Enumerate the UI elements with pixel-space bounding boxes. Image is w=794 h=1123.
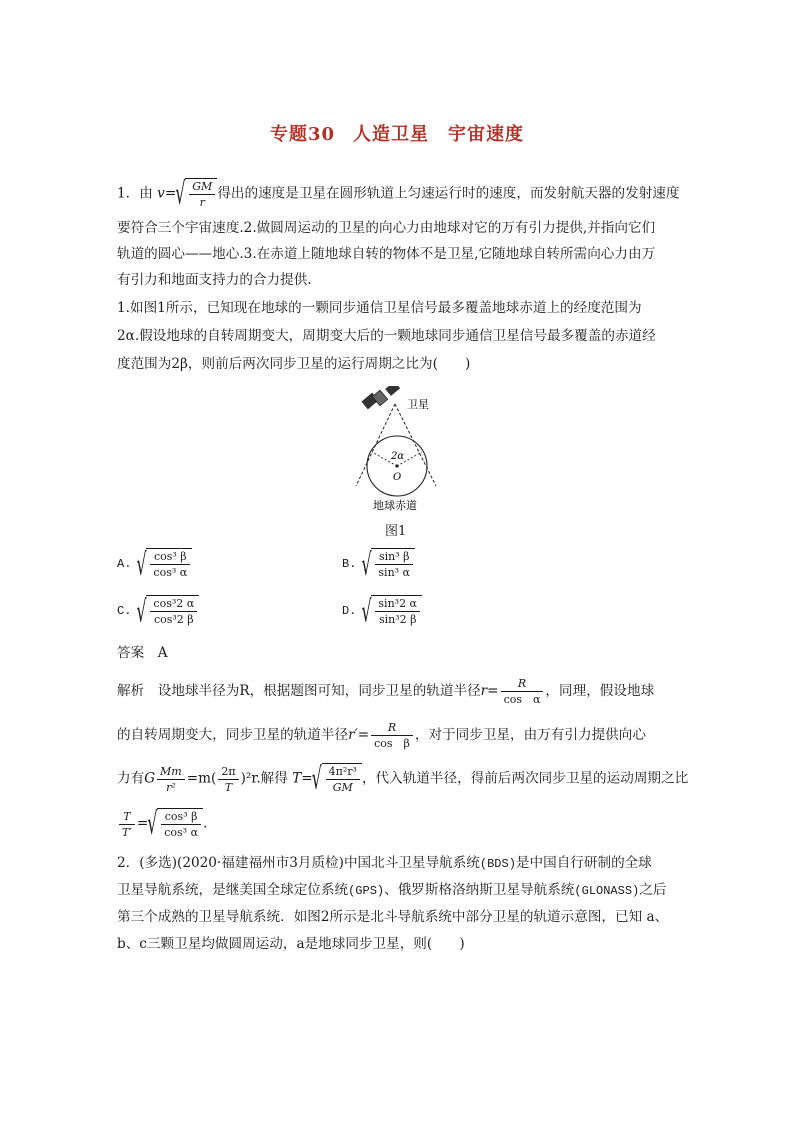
analysis-r-prime-numerator: R [371, 720, 413, 736]
figure-1 [335, 386, 465, 520]
analysis-T-denominator: GM [332, 781, 353, 794]
analysis-omega-fraction [218, 764, 238, 795]
analysis-gravity-numerator: Mm [157, 764, 185, 780]
intro-line-1 [117, 178, 680, 210]
q2-line-4: b、c三颗卫星均做圆周运动，a是地球同步卫星，则( ) [117, 936, 465, 952]
option-b-label: B. [342, 557, 357, 571]
analysis-line-2-end: ，对于同步卫星，由万有引力提供向心 [414, 727, 646, 743]
option-b-numerator: √ sin³ β [375, 549, 413, 565]
analysis-T-sqrt [313, 763, 362, 795]
equator-label: 地球赤道 [373, 499, 417, 512]
intro-sqrt-formula [176, 178, 217, 210]
analysis-gravity-denominator: r² [166, 780, 176, 794]
option-d-formula [362, 595, 422, 627]
q2-line-3: 第三个成熟的卫星导航系统．如图2所示是北斗导航系统中部分卫星的轨道示意图，已知 a、 [117, 909, 669, 925]
intro-line-3: 轨道的圆心——地心.3.在赤道上随地球自转的物体不是卫星,它随地球自转所需向心力由万 [117, 246, 656, 262]
analysis-r-denominator: cos α [503, 693, 541, 706]
q2-line-2-mid: 、俄罗斯格洛纳斯卫星导航系统 [384, 882, 575, 898]
page-title [0, 120, 794, 146]
analysis-line-1-text: 设地球半径为R，根据题图可知，同步卫星的轨道半径 [157, 683, 481, 699]
option-b-denominator: sin³ α [378, 566, 410, 579]
option-b-formula [362, 548, 415, 580]
analysis-ratio-equals: = [136, 815, 149, 832]
analysis-r-prime-fraction [371, 720, 413, 751]
intro-variable-v: v [157, 185, 165, 202]
option-a-numerator: √ cos³ β [150, 549, 190, 565]
option-b[interactable] [342, 548, 415, 580]
analysis-r-squared: )²r.解得 [240, 770, 288, 787]
option-d[interactable] [342, 595, 422, 627]
analysis-line-3 [117, 763, 688, 795]
analysis-r-prime: r′ [348, 727, 358, 743]
option-c-denominator: cos³2 β [153, 613, 194, 626]
option-c-numerator: √ cos³2 α [150, 596, 197, 612]
analysis-ratio-period: . [203, 815, 208, 832]
answer-value: A [157, 645, 168, 661]
answer-label: 答案 [117, 645, 145, 661]
analysis-ratio-fraction [119, 809, 135, 840]
analysis-ratio-sqrt [148, 808, 203, 840]
analysis-label: 解析 [117, 683, 145, 699]
q2-line-1 [117, 853, 652, 874]
option-d-denominator: sin³2 β [378, 613, 417, 626]
analysis-omega-numerator: 2π [218, 764, 238, 780]
title-topic-number: 专题30 [269, 124, 336, 145]
analysis-line-2-text: 的自转周期变大，同步卫星的轨道半径 [117, 727, 349, 743]
q2-line-2-text: 卫星导航系统，是继美国全球定位系统 [117, 882, 349, 898]
intro-formula-denominator: r [199, 196, 205, 209]
option-d-numerator: √ sin³2 α [375, 596, 420, 612]
analysis-r-fraction [501, 676, 544, 707]
angle-label: 2α [391, 451, 405, 462]
analysis-r-numerator: R [501, 676, 544, 692]
option-c[interactable] [117, 595, 199, 627]
intro-line-1-text: 得出的速度是卫星在圆形轨道上匀速运行时的速度，而发射航天器的发射速度 [217, 185, 680, 202]
intro-formula-numerator: √ GM [189, 179, 215, 195]
satellite-label: 卫星 [407, 398, 429, 411]
intro-line-4: 有引力和地面支持力的合力提供. [117, 272, 312, 288]
analysis-gravity-fraction [157, 764, 185, 795]
analysis-line-4 [117, 808, 207, 840]
analysis-omega-denominator: T [224, 780, 233, 794]
option-a-denominator: cos³ α [153, 566, 188, 579]
analysis-line-1-end: ，同理，假设地球 [545, 683, 655, 699]
intro-equals: = [164, 185, 177, 202]
analysis-line-1: 解析 设地球半径为R，根据题图可知，同步卫星的轨道半径r= $\frac{R}{\text{cos α}}$ ，同理，假设地球 [117, 677, 655, 706]
analysis-line-2: 的自转周期变大，同步卫星的轨道半径r′= $\frac{R}{\text{cos β}}$ ，对于同步卫星，由万有引力提供向心 [117, 721, 646, 750]
q2-line-1-end: 是中国自行研制的全球 [515, 855, 652, 871]
intro-line-2: 要符合三个宇宙速度.2.做圆周运动的卫星的向心力由地球对它的万有引力提供,并指向它们 [117, 220, 656, 236]
analysis-line-3-start: 力有 [117, 770, 145, 787]
analysis-r: r [480, 683, 488, 699]
q2-line-1-text: 2．(多选)(2020·福建福州市3月质检)中国北斗卫星导航系统 [117, 855, 480, 871]
analysis-ratio-sqrt-numerator: √ cos³ β [161, 809, 201, 825]
analysis-m: =m( [186, 770, 217, 787]
q2-line-2-end: 之后 [639, 882, 667, 898]
q2-glonass: (GLONASS) [574, 884, 640, 898]
orbit-diagram [335, 386, 465, 516]
analysis-line-3-end: ，代入轨道半径，得前后两次同步卫星的运动周期之比 [361, 770, 689, 787]
q2-line-2 [117, 880, 666, 901]
analysis-ratio-denominator: T′ [122, 825, 132, 839]
option-a-formula [137, 548, 192, 580]
q1-line-2: 2α.假设地球的自转周期变大，周期变大后的一颗地球同步通信卫星信号最多覆盖的赤道经 [117, 328, 656, 344]
analysis-T-numerator: √ 4π²r³ [326, 764, 360, 780]
title-topic-name: 人造卫星 宇宙速度 [353, 124, 525, 145]
analysis-ratio-sqrt-denominator: cos³ α [164, 826, 198, 839]
option-c-formula [137, 595, 199, 627]
center-label: O [393, 472, 402, 483]
analysis-ratio-numerator: T [119, 809, 135, 825]
option-a-label: A. [117, 557, 132, 571]
intro-prefix: 1．由 [117, 185, 153, 202]
option-d-label: D. [342, 604, 357, 618]
q1-line-3: 度范围为2β，则前后两次同步卫星的运行周期之比为( ) [117, 356, 471, 372]
analysis-T: T= [292, 770, 313, 787]
option-a[interactable] [117, 548, 192, 580]
answer-line [117, 643, 168, 663]
q2-bds: (BDS) [479, 857, 516, 871]
analysis-r-prime-denominator: cos β [374, 737, 410, 750]
q2-gps: (GPS) [348, 884, 385, 898]
analysis-G: G [144, 770, 156, 787]
option-c-label: C. [117, 604, 132, 618]
q1-line-1: 1.如图1所示，已知现在地球的一颗同步通信卫星信号最多覆盖地球赤道上的经度范围为 [117, 300, 642, 316]
figure-1-caption: 图1 [385, 524, 407, 539]
